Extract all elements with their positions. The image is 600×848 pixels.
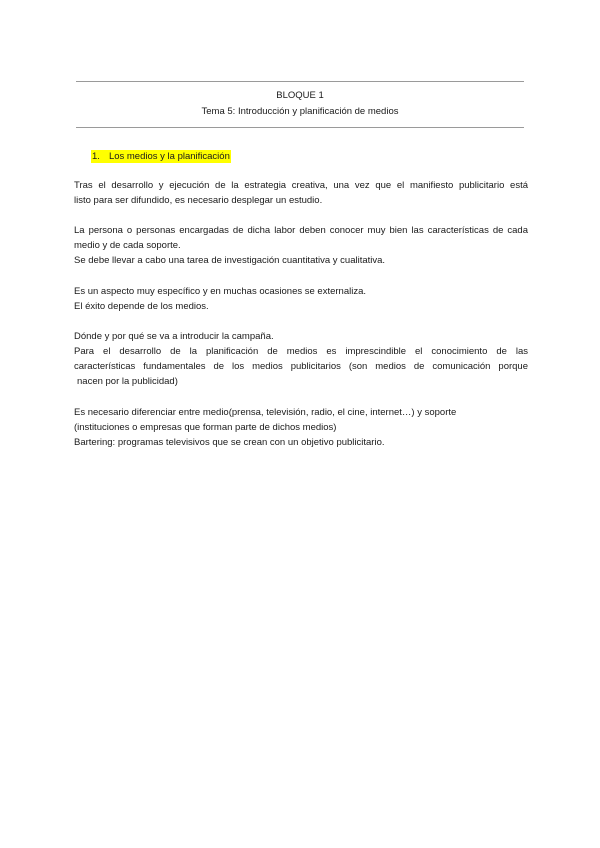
- paragraph-line: Bartering: programas televisivos que se crean con un objetivo publicitario.: [74, 437, 385, 448]
- paragraph-line: características fundamentales de los medios publicitarios (son medios de comunicación porque: [74, 361, 528, 372]
- paragraph-line: nacen por la publicidad): [77, 376, 178, 387]
- paragraph-4: [74, 329, 528, 389]
- topic-title: Tema 5: Introducción y planificación de medios: [201, 106, 399, 117]
- paragraph-2: [74, 223, 528, 268]
- paragraph-3: [74, 284, 528, 314]
- paragraph-line: Dónde y por qué se va a introducir la campaña.: [74, 331, 274, 342]
- paragraph-5: [74, 405, 528, 450]
- paragraph-line: Para el desarrollo de la planificación de medios es imprescindible el conocimiento de las: [74, 346, 528, 357]
- paragraph-line: medio y de cada soporte.: [74, 240, 181, 251]
- paragraph-line: listo para ser difundido, es necesario desplegar un estudio.: [74, 195, 323, 206]
- section-heading: [91, 150, 231, 163]
- paragraph-line: El éxito depende de los medios.: [74, 301, 209, 312]
- paragraph-line: (instituciones o empresas que forman parte de dichos medios): [74, 422, 337, 433]
- header-rule-bottom: [76, 127, 524, 128]
- paragraph-line: Es un aspecto muy específico y en muchas ocasiones se externaliza.: [74, 286, 367, 297]
- paragraph-line: Se debe llevar a cabo una tarea de investigación cuantitativa y cualitativa.: [74, 255, 386, 266]
- section-number: 1.: [92, 151, 100, 162]
- paragraph-line: Es necesario diferenciar entre medio(prensa, televisión, radio, el cine, internet…) y soporte: [74, 407, 457, 418]
- paragraph-line: Tras el desarrollo y ejecución de la estrategia creativa, una vez que el manifiesto publicitario está: [74, 180, 528, 191]
- block-title: BLOQUE 1: [276, 90, 324, 101]
- paragraph-line: La persona o personas encargadas de dicha labor deben conocer muy bien las características de cada: [74, 225, 528, 236]
- paragraph-1: [74, 178, 528, 208]
- section-title: Los medios y la planificación: [108, 151, 230, 162]
- header-rule-top: [76, 81, 524, 82]
